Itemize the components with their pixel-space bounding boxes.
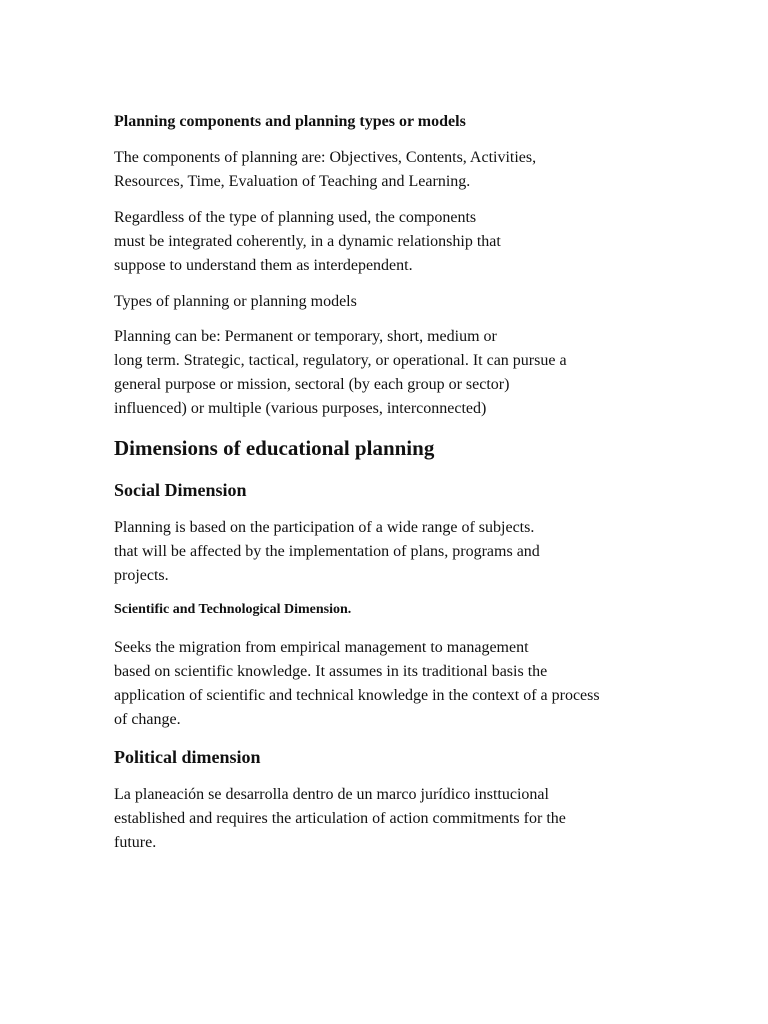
paragraph-scientific-dimension: Seeks the migration from empirical management to management based on scientific knowledge. It assumes in its traditional basis the application of scientific and technical knowledge in the context of a process of change.: [114, 639, 600, 728]
heading-social-dimension: Social Dimension: [114, 480, 247, 500]
heading-dimensions: Dimensions of educational planning: [114, 436, 435, 460]
paragraph-planning-types: Planning can be: Permanent or temporary, short, medium or long term. Strategic, tactical, regulatory, or operational. It can pursue a general purpose or mission, sectoral (by each group or sector) influenced) or multiple (various purposes, interconnected): [114, 328, 567, 417]
heading-scientific-dimension: Scientific and Technological Dimension.: [114, 602, 352, 617]
paragraph-types-heading: Types of planning or planning models: [114, 293, 357, 310]
paragraph-political-dimension: La planeación se desarrolla dentro de un marco jurídico insttucional established and requires the articulation of action commitments for the future.: [114, 786, 566, 851]
heading-political-dimension: Political dimension: [114, 747, 261, 767]
paragraph-integration: Regardless of the type of planning used, the components must be integrated coherently, in a dynamic relationship that suppose to understand them as interdependent.: [114, 209, 501, 274]
document-title: Planning components and planning types or models: [114, 113, 466, 130]
paragraph-social-dimension: Planning is based on the participation of a wide range of subjects. that will be affected by the implementation of plans, programs and projects.: [114, 519, 540, 584]
paragraph-components: The components of planning are: Objectives, Contents, Activities, Resources, Time, Evaluation of Teaching and Learning.: [114, 149, 537, 190]
